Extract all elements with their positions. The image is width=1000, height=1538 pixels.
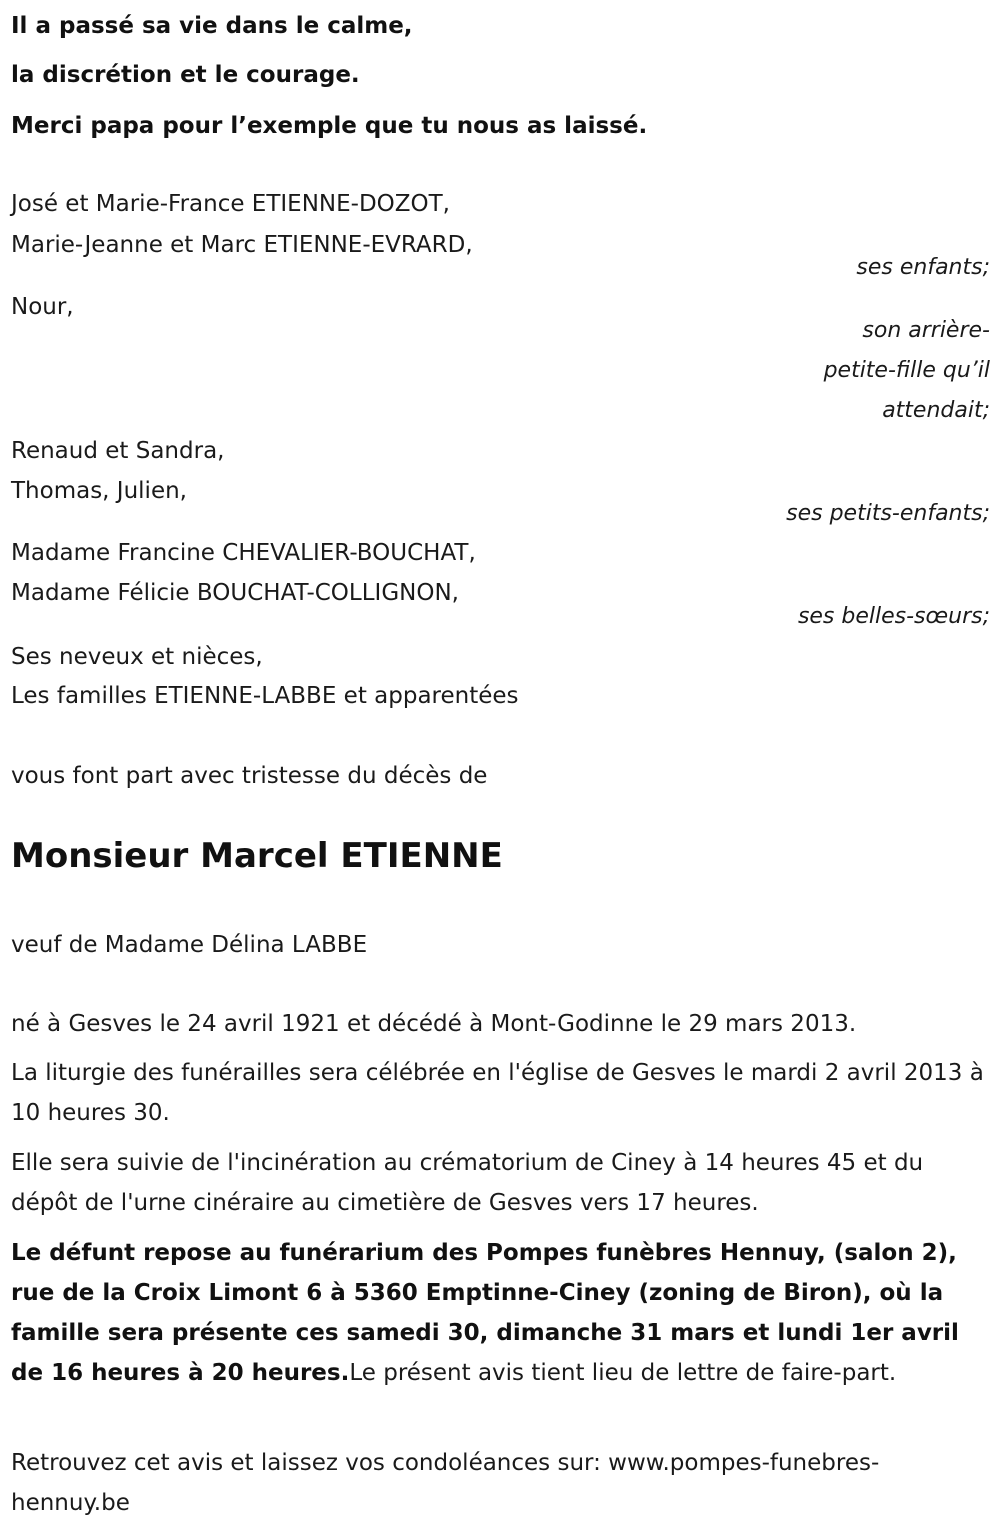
- sisters-in-law-role: ses belles-sœurs;: [797, 604, 990, 629]
- sisters-in-law-line-1: Madame Francine CHEVALIER-BOUCHAT,: [11, 540, 476, 566]
- greatgrandchild-role-1: son arrière-: [862, 318, 990, 343]
- children-line-2: Marie-Jeanne et Marc ETIENNE-EVRARD,: [11, 232, 473, 258]
- intro-line-2: la discrétion et le courage.: [11, 62, 360, 88]
- repose-normal-text: Le présent avis tient lieu de lettre de faire-part.: [349, 1360, 897, 1386]
- liturgy-paragraph: La liturgie des funérailles sera célébrée en l'église de Gesves le mardi 2 avril 2013 à 10 heures 30.: [11, 1060, 984, 1126]
- birth-death-line: né à Gesves le 24 avril 1921 et décédé à Mont-Godinne le 29 mars 2013.: [11, 1011, 857, 1037]
- grandchildren-line-2: Thomas, Julien,: [11, 478, 187, 504]
- widower-line: veuf de Madame Délina LABBE: [11, 932, 368, 958]
- greatgrandchild-line: Nour,: [11, 294, 74, 320]
- greatgrandchild-role-3: attendait;: [882, 398, 990, 423]
- sisters-in-law-line-2: Madame Félicie BOUCHAT-COLLIGNON,: [11, 580, 459, 606]
- children-role: ses enfants;: [856, 255, 990, 280]
- grandchildren-role: ses petits-enfants;: [786, 501, 990, 526]
- intro-line-3: Merci papa pour l’exemple que tu nous as laissé.: [11, 113, 648, 139]
- repose-bold-text: Le défunt repose au funérarium des Pompes funèbres Hennuy, (salon 2), rue de la Croix Limont 6 à 5360 Emptinne-Ciney (zoning de Biron), où la famille sera présente ces samedi 30, dimanche 31 mars et lundi 1er avril de 16 heures à 20 heures.: [11, 1240, 959, 1386]
- children-line-1: José et Marie-France ETIENNE-DOZOT,: [11, 191, 450, 217]
- announcement: vous font part avec tristesse du décès de: [11, 763, 488, 789]
- repose-paragraph: [11, 1233, 986, 1393]
- relatives-line-2: Les familles ETIENNE-LABBE et apparentées: [11, 683, 519, 709]
- relatives-line-1: Ses neveux et nièces,: [11, 644, 263, 670]
- greatgrandchild-role-2: petite-fille qu’il: [823, 358, 990, 383]
- deceased-name: Monsieur Marcel ETIENNE: [11, 836, 503, 876]
- condolences-paragraph: Retrouvez cet avis et laissez vos condoléances sur: www.pompes-funebres-hennuy.be: [11, 1450, 880, 1516]
- grandchildren-line-1: Renaud et Sandra,: [11, 438, 225, 464]
- intro-line-1: Il a passé sa vie dans le calme,: [11, 13, 413, 39]
- cremation-paragraph: Elle sera suivie de l'incinération au crématorium de Ciney à 14 heures 45 et du dépôt de l'urne cinéraire au cimetière de Gesves vers 17 heures.: [11, 1150, 924, 1216]
